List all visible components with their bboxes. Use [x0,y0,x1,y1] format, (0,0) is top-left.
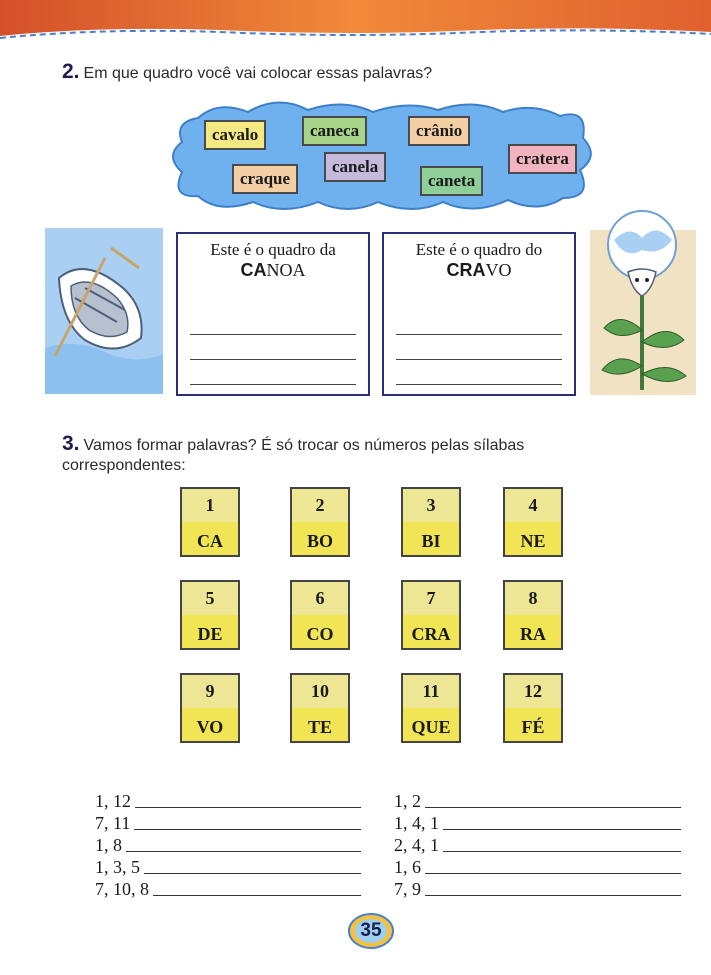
answer-number-sequence: 7, 11 [95,813,131,833]
carnation-illustration [590,210,696,395]
syllable-card-syllable: TE [307,717,332,737]
word-tag: canela [324,152,386,182]
answer-row [95,790,361,812]
answer-blank-line[interactable] [126,851,361,852]
page-number: 35 [360,920,382,941]
answer-blank-line[interactable] [443,851,681,852]
word-tag: caneta [420,166,483,196]
answer-row [394,812,681,834]
syllable-card-number: 5 [205,588,215,608]
syllable-card-syllable: BO [306,531,333,551]
answer-number-sequence: 1, 2 [394,791,421,811]
syllable-card [401,673,461,743]
box-canoa-writing-lines[interactable] [190,310,356,385]
top-decorative-band [0,0,711,46]
answer-row [394,878,681,900]
answer-row [394,790,681,812]
syllable-card [503,487,563,557]
box-cravo [382,232,576,396]
word-cloud [168,98,598,216]
box-cravo-writing-lines[interactable] [396,310,562,385]
word-tag: crânio [408,116,470,146]
question-3 [62,432,582,476]
answer-blank-line[interactable] [425,873,681,874]
syllable-card-syllable: CO [306,624,334,644]
answer-row [95,878,361,900]
question-2-number: 2. [62,60,80,83]
page-number-badge [348,913,394,949]
question-3-number: 3. [62,432,80,455]
answer-row [394,834,681,856]
answer-blank-line[interactable] [134,829,361,830]
answer-number-sequence: 1, 12 [95,791,131,811]
syllable-card-number: 2 [315,495,325,515]
syllable-card-syllable: RA [520,624,546,644]
answer-row [394,856,681,878]
answer-blank-line[interactable] [135,807,361,808]
boat-illustration [45,228,163,394]
answers-left-column [95,790,361,900]
answer-blank-line[interactable] [443,829,681,830]
syllable-card [180,580,240,650]
syllable-card [290,673,350,743]
answer-row [95,856,361,878]
answer-row [95,834,361,856]
word-tag: cratera [508,144,577,174]
question-2 [62,60,432,84]
answer-row [95,812,361,834]
syllable-card-syllable: BI [421,531,441,551]
box-canoa [176,232,370,396]
syllable-card-number: 12 [524,681,542,701]
word-tag: craque [232,164,298,194]
answer-number-sequence: 7, 10, 8 [95,879,149,899]
syllable-card-number: 7 [426,588,436,608]
box-canoa-word [178,260,368,280]
syllable-card [503,673,563,743]
syllable-card-syllable: VO [196,717,224,737]
word-tag: caneca [302,116,367,146]
syllable-card [180,487,240,557]
syllable-card-number: 9 [205,681,215,701]
answer-blank-line[interactable] [144,873,361,874]
syllable-card-syllable: DE [197,624,223,644]
syllable-card [180,673,240,743]
syllable-card [503,580,563,650]
syllable-card-number: 6 [315,588,325,608]
syllable-card-syllable: CA [197,531,223,551]
box-canoa-caption: Este é o quadro da [210,240,336,259]
syllable-card-syllable: NE [520,531,546,551]
answer-number-sequence: 1, 8 [95,835,122,855]
syllable-card-syllable: FÉ [521,717,545,737]
word-tag: cavalo [204,120,266,150]
syllable-card [290,580,350,650]
syllable-card-number: 4 [528,495,538,515]
syllable-card-syllable: QUE [411,717,451,737]
answer-blank-line[interactable] [153,895,361,896]
box-canoa-word-rest: NOA [266,260,306,280]
box-cravo-word-bold: CRA [446,260,486,280]
syllable-card [290,487,350,557]
box-cravo-caption: Este é o quadro do [415,240,543,259]
syllable-card-number: 3 [426,495,436,515]
answer-blank-line[interactable] [425,807,681,808]
syllable-card-number: 11 [422,681,440,701]
syllable-card [401,580,461,650]
answer-number-sequence: 2, 4, 1 [394,835,439,855]
syllable-card-number: 10 [311,681,329,701]
syllable-card-number: 1 [205,495,215,515]
answer-number-sequence: 1, 6 [394,857,421,877]
answer-number-sequence: 1, 4, 1 [394,813,439,833]
answer-blank-line[interactable] [425,895,681,896]
answer-number-sequence: 1, 3, 5 [95,857,140,877]
box-cravo-word-rest: VO [485,260,512,280]
syllable-card-number: 8 [528,588,538,608]
syllable-card [401,487,461,557]
answer-number-sequence: 7, 9 [394,879,421,899]
syllable-card-syllable: CRA [411,624,451,644]
answers-right-column [394,790,681,900]
question-2-text: Em que quadro você vai colocar essas palavras? [83,65,433,82]
box-cravo-word [384,260,574,280]
question-3-text: Vamos formar palavras? É só trocar os números pelas sílabas correspondentes: [62,437,525,474]
box-canoa-word-bold: CA [240,260,267,280]
